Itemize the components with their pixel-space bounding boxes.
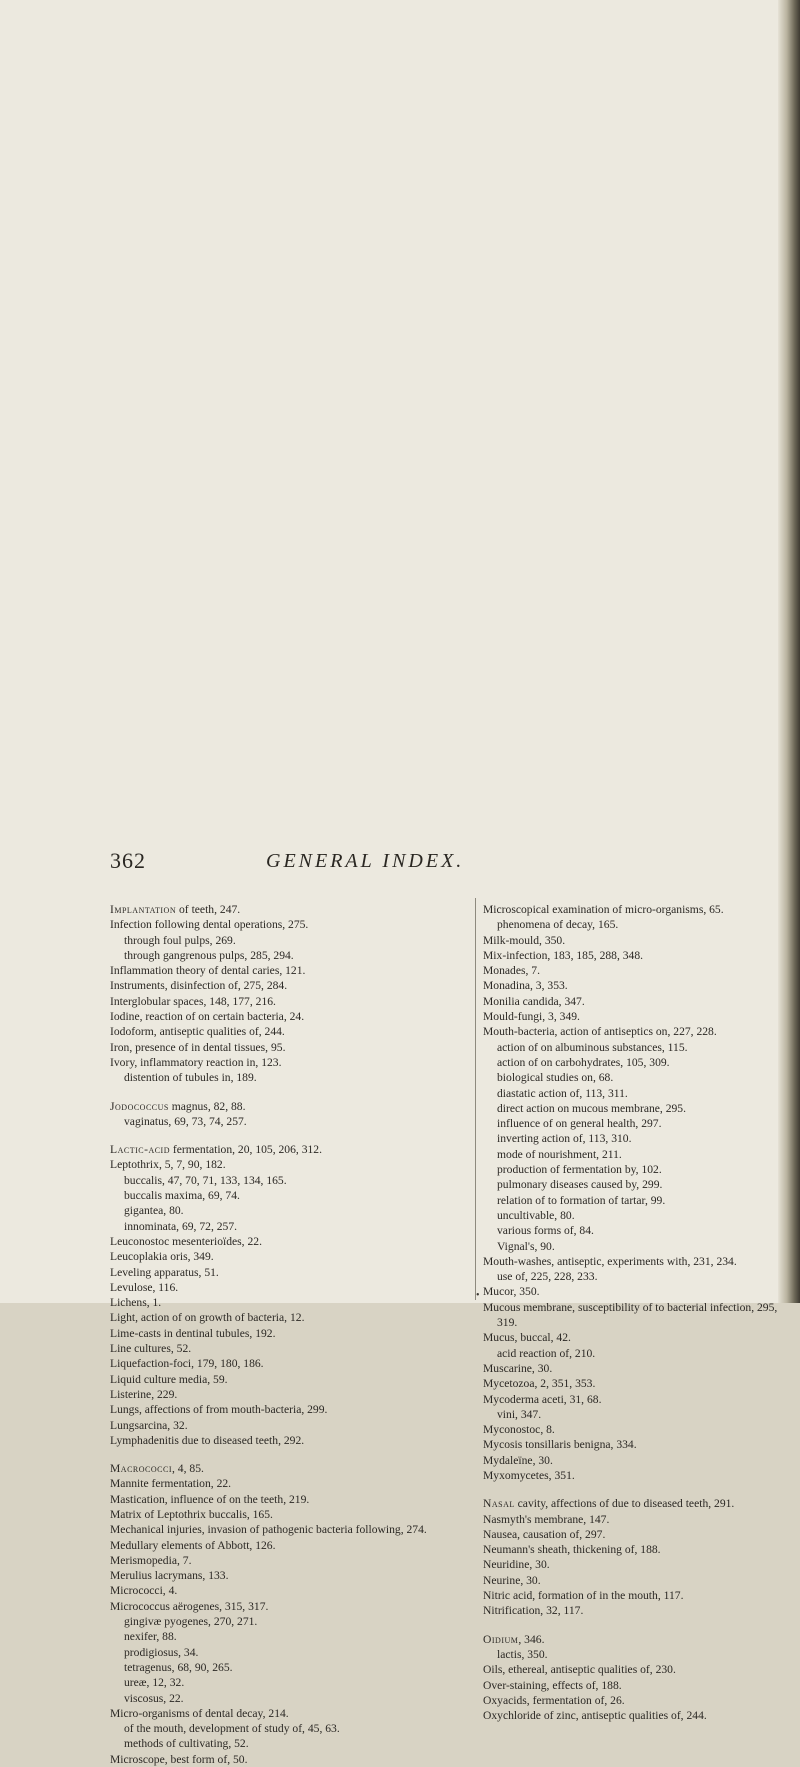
index-entry: [483, 1496, 783, 1511]
index-column-left: [110, 902, 472, 1767]
index-entry: [110, 1157, 472, 1172]
index-entry: [483, 1009, 783, 1024]
index-entry-text: through foul pulps, 269.: [124, 933, 236, 947]
index-entry-text: action of on albuminous substances, 115.: [497, 1040, 688, 1054]
index-entry-text: Mucous membrane, susceptibility of to bacterial infection, 295, 319.: [483, 1300, 778, 1330]
index-entry: [110, 1614, 472, 1629]
index-entry: [110, 1203, 472, 1218]
index-entry: [483, 1116, 783, 1131]
page-number: 362: [110, 848, 146, 873]
index-entry: [110, 1492, 472, 1507]
index-entry: [483, 1162, 783, 1177]
index-entry: [483, 1193, 783, 1208]
index-entry-text: Leuconostoc mesenterioïdes, 22.: [110, 1234, 262, 1248]
index-entry: [483, 1346, 783, 1361]
index-entry-text: Muscarine, 30.: [483, 1361, 553, 1375]
index-entry: [110, 1356, 472, 1371]
index-entry: [110, 1387, 472, 1402]
index-entry: [110, 1070, 472, 1085]
index-entry: [110, 933, 472, 948]
index-entry: [483, 1392, 783, 1407]
index-entry: [483, 1573, 783, 1588]
index-entry-text: vini, 347.: [497, 1407, 542, 1421]
index-entry-text: Mechanical injuries, invasion of pathogenic bacteria following, 274.: [110, 1523, 427, 1537]
index-entry: [483, 1422, 783, 1437]
index-entry-text: innominata, 69, 72, 257.: [124, 1219, 238, 1233]
index-entry-text: Mastication, influence of on the teeth, 219.: [110, 1492, 310, 1506]
index-entry: [483, 1177, 783, 1192]
index-entry-text: Mannite fermentation, 22.: [110, 1477, 232, 1491]
index-entry: [110, 1583, 472, 1598]
index-entry-text: gingivæ pyogenes, 270, 271.: [124, 1615, 258, 1629]
index-entry: [483, 1361, 783, 1376]
index-entry-text: Merulius lacrymans, 133.: [110, 1569, 229, 1583]
index-entry: [483, 1208, 783, 1223]
index-entry-text: Light, action of on growth of bacteria, 12.: [110, 1311, 305, 1325]
index-entry-text: , 346.: [518, 1632, 545, 1646]
index-entry-text: ureæ, 12, 32.: [124, 1676, 185, 1690]
index-entry-text: Listerine, 229.: [110, 1387, 178, 1401]
index-entry-text: Microscope, best form of, 50.: [110, 1752, 248, 1766]
index-column-right: [483, 902, 783, 1723]
index-entry-text: buccalis, 47, 70, 71, 133, 134, 165.: [124, 1173, 287, 1187]
index-entry: [110, 1599, 472, 1614]
index-entry: [110, 1265, 472, 1280]
index-entry-text: Neuridine, 30.: [483, 1558, 550, 1572]
index-entry-text: Lymphadenitis due to diseased teeth, 292.: [110, 1433, 305, 1447]
index-entry-text: Micro-organisms of dental decay, 214.: [110, 1706, 289, 1720]
index-entry-text: direct action on mucous membrane, 295.: [497, 1101, 686, 1115]
index-entry: [110, 978, 472, 993]
index-entry-text: use of, 225, 228, 233.: [497, 1270, 598, 1284]
index-entry: [110, 994, 472, 1009]
index-entry-text: Medullary elements of Abbott, 126.: [110, 1538, 276, 1552]
index-entry: [110, 1507, 472, 1522]
index-entry: [110, 1538, 472, 1553]
index-entry: [110, 1675, 472, 1690]
index-entry: [110, 963, 472, 978]
index-entry: [110, 948, 472, 963]
index-entry: [483, 1588, 783, 1603]
index-entry: [110, 1024, 472, 1039]
index-entry: [110, 1055, 472, 1070]
index-entry: [483, 1300, 783, 1331]
index-entry-text: Monilia candida, 347.: [483, 994, 585, 1008]
index-entry: [483, 902, 783, 917]
page-edge-shadow: [778, 0, 800, 1303]
index-entry-text: Leucoplakia oris, 349.: [110, 1250, 214, 1264]
index-entry: [110, 917, 472, 932]
index-entry-text: Mould-fungi, 3, 349.: [483, 1010, 580, 1024]
index-entry: [110, 1721, 472, 1736]
index-entry: [483, 1437, 783, 1452]
index-entry-lead: Nasal: [483, 1497, 515, 1511]
index-entry: [110, 1629, 472, 1644]
index-entry-text: Leveling apparatus, 51.: [110, 1265, 219, 1279]
index-entry: [110, 1114, 472, 1129]
index-entry: [483, 1376, 783, 1391]
index-entry-text: magnus, 82, 88.: [168, 1099, 246, 1113]
index-entry-text: Mouth-bacteria, action of antiseptics on, 227, 228.: [483, 1025, 717, 1039]
index-entry: [110, 1280, 472, 1295]
index-entry: [483, 1223, 783, 1238]
index-entry-lead: Jodococcus: [110, 1099, 169, 1113]
index-entry-text: through gangrenous pulps, 285, 294.: [124, 948, 294, 962]
index-entry: [483, 1024, 783, 1039]
index-entry: [483, 1040, 783, 1055]
index-entry-text: mode of nourishment, 211.: [497, 1147, 622, 1161]
index-entry: [483, 1693, 783, 1708]
index-entry-text: influence of on general health, 297.: [497, 1117, 662, 1131]
index-entry-text: Instruments, disinfection of, 275, 284.: [110, 979, 288, 993]
index-entry: [483, 1330, 783, 1345]
index-entry: [110, 1461, 472, 1476]
index-entry: [483, 1131, 783, 1146]
index-entry: [110, 1752, 472, 1767]
index-entry-text: Over-staining, effects of, 188.: [483, 1678, 622, 1692]
printer-mark: •: [476, 1290, 480, 1301]
index-entry-text: buccalis maxima, 69, 74.: [124, 1189, 240, 1203]
index-entry-text: inverting action of, 113, 310.: [497, 1132, 632, 1146]
index-entry: [110, 1522, 472, 1537]
index-entry: [110, 1553, 472, 1568]
index-entry: [110, 1173, 472, 1188]
index-entry: [483, 1632, 783, 1647]
index-entry: [110, 1234, 472, 1249]
index-entry: [483, 1407, 783, 1422]
index-entry-text: vaginatus, 69, 73, 74, 257.: [124, 1114, 247, 1128]
index-entry: [483, 1647, 783, 1662]
index-entry-text: Liquid culture media, 59.: [110, 1372, 228, 1386]
index-entry: [483, 933, 783, 948]
index-entry-text: Iodoform, antiseptic qualities of, 244.: [110, 1025, 285, 1039]
index-entry-text: Neumann's sheath, thickening of, 188.: [483, 1543, 661, 1557]
index-entry-text: prodigiosus, 34.: [124, 1645, 199, 1659]
index-entry-text: uncultivable, 80.: [497, 1208, 575, 1222]
index-entry: [110, 1249, 472, 1264]
index-entry-text: Milk-mould, 350.: [483, 933, 566, 947]
index-entry-text: Neurine, 30.: [483, 1573, 541, 1587]
index-entry-text: Nasmyth's membrane, 147.: [483, 1512, 610, 1526]
index-entry: [483, 1542, 783, 1557]
index-entry: [483, 1239, 783, 1254]
index-entry: [110, 1402, 472, 1417]
index-entry: [110, 1645, 472, 1660]
index-entry-text: Leptothrix, 5, 7, 90, 182.: [110, 1158, 226, 1172]
index-entry-text: Mucus, buccal, 42.: [483, 1331, 571, 1345]
index-entry: [483, 1055, 783, 1070]
index-entry: [483, 1101, 783, 1116]
index-entry-text: Liquefaction-foci, 179, 180, 186.: [110, 1357, 264, 1371]
index-entry-text: production of fermentation by, 102.: [497, 1163, 662, 1177]
index-entry: [110, 1476, 472, 1491]
index-entry-lead: Implantation: [110, 903, 177, 916]
index-entry-text: Lichens, 1.: [110, 1296, 162, 1310]
index-entry-text: Monades, 7.: [483, 964, 540, 978]
index-entry-text: Inflammation theory of dental caries, 121.: [110, 964, 306, 978]
index-entry-text: phenomena of decay, 165.: [497, 918, 619, 932]
index-entry: [110, 1188, 472, 1203]
index-entry-text: Mydaleïne, 30.: [483, 1453, 553, 1467]
index-entry-text: Oxychloride of zinc, antiseptic qualities of, 244.: [483, 1709, 707, 1723]
index-entry: [483, 1468, 783, 1483]
index-entry-text: Merismopedia, 7.: [110, 1553, 192, 1567]
index-entry: [110, 902, 472, 917]
index-entry-text: Nitrification, 32, 117.: [483, 1604, 584, 1618]
running-head: GENERAL INDEX.: [266, 850, 465, 872]
index-entry: [110, 1099, 472, 1114]
index-entry-text: relation of to formation of tartar, 99.: [497, 1193, 666, 1207]
index-entry: [483, 963, 783, 978]
index-entry-text: Lungs, affections of from mouth-bacteria, 299.: [110, 1403, 328, 1417]
index-entry-lead: Oidium: [483, 1632, 519, 1646]
index-entry-text: fermentation, 20, 105, 206, 312.: [170, 1143, 322, 1157]
index-entry-text: diastatic action of, 113, 311.: [497, 1086, 628, 1100]
index-entry-text: Infection following dental operations, 275.: [110, 918, 309, 932]
index-entry-text: Myxomycetes, 351.: [483, 1468, 575, 1482]
index-entry: [483, 1254, 783, 1269]
index-entry: [110, 1040, 472, 1055]
index-entry: [483, 948, 783, 963]
index-entry: [483, 1070, 783, 1085]
index-entry-text: Monadina, 3, 353.: [483, 979, 568, 993]
index-entry: [110, 1326, 472, 1341]
index-entry-text: Nitric acid, formation of in the mouth, 117.: [483, 1589, 684, 1603]
index-entry-text: cavity, affections of due to diseased teeth, 291.: [514, 1497, 735, 1511]
index-entry: [110, 1219, 472, 1234]
index-entry-text: of the mouth, development of study of, 45, 63.: [124, 1722, 340, 1736]
index-entry-text: Mycoderma aceti, 31, 68.: [483, 1392, 602, 1406]
index-entry: [110, 1310, 472, 1325]
index-entry-text: Levulose, 116.: [110, 1280, 179, 1294]
index-entry-text: Iodine, reaction of on certain bacteria, 24.: [110, 1010, 305, 1024]
index-entry: [483, 1557, 783, 1572]
index-entry-text: , 4, 85.: [172, 1462, 204, 1476]
index-entry-text: Myconostoc, 8.: [483, 1423, 555, 1437]
index-entry: [483, 1453, 783, 1468]
index-entry-text: Vignal's, 90.: [497, 1239, 555, 1253]
index-entry-text: Interglobular spaces, 148, 177, 216.: [110, 994, 276, 1008]
column-divider: [475, 898, 476, 1300]
index-entry-text: Matrix of Leptothrix buccalis, 165.: [110, 1507, 273, 1521]
index-entry: [483, 1147, 783, 1162]
index-entry: [110, 1568, 472, 1583]
index-entry-text: viscosus, 22.: [124, 1691, 184, 1705]
index-entry: [110, 1660, 472, 1675]
index-entry-text: Micrococcus aërogenes, 315, 317.: [110, 1599, 269, 1613]
index-entry-text: acid reaction of, 210.: [497, 1346, 596, 1360]
index-entry-text: Microscopical examination of micro-organisms, 65.: [483, 903, 724, 916]
index-entry: [483, 1603, 783, 1618]
index-entry: [110, 1418, 472, 1433]
index-entry: [110, 1341, 472, 1356]
index-entry: [110, 1691, 472, 1706]
index-entry: [483, 978, 783, 993]
index-entry: [110, 1736, 472, 1751]
index-entry-text: Ivory, inflammatory reaction in, 123.: [110, 1055, 282, 1069]
index-entry: [483, 1708, 783, 1723]
page-header: [110, 848, 710, 878]
index-entry-lead: Macrococci: [110, 1462, 172, 1476]
index-entry-text: of teeth, 247.: [176, 903, 241, 916]
index-entry-text: various forms of, 84.: [497, 1224, 594, 1238]
index-entry-lead: Lactic-acid: [110, 1143, 170, 1157]
index-entry-text: Lime-casts in dentinal tubules, 192.: [110, 1326, 276, 1340]
index-entry-text: Nausea, causation of, 297.: [483, 1527, 606, 1541]
index-entry-text: Line cultures, 52.: [110, 1342, 192, 1356]
index-entry-text: lactis, 350.: [497, 1647, 548, 1661]
index-entry-text: nexifer, 88.: [124, 1630, 177, 1644]
index-entry: [483, 1527, 783, 1542]
index-entry: [483, 1678, 783, 1693]
index-entry-text: Oils, ethereal, antiseptic qualities of, 230.: [483, 1663, 676, 1677]
index-entry: [110, 1009, 472, 1024]
index-entry-text: biological studies on, 68.: [497, 1071, 614, 1085]
index-entry: [483, 1662, 783, 1677]
index-entry-text: Mix-infection, 183, 185, 288, 348.: [483, 948, 644, 962]
index-entry: [110, 1706, 472, 1721]
index-entry-text: Oxyacids, fermentation of, 26.: [483, 1693, 625, 1707]
index-entry-text: pulmonary diseases caused by, 299.: [497, 1178, 663, 1192]
index-entry: [110, 1372, 472, 1387]
index-entry: [483, 994, 783, 1009]
index-entry: [483, 1086, 783, 1101]
index-entry: [110, 1433, 472, 1448]
index-entry-text: Mouth-washes, antiseptic, experiments with, 231, 234.: [483, 1254, 737, 1268]
index-entry: [483, 1284, 783, 1299]
index-entry-text: Lungsarcina, 32.: [110, 1418, 188, 1432]
index-entry-text: methods of cultivating, 52.: [124, 1737, 249, 1751]
index-entry: [483, 917, 783, 932]
index-entry-text: Micrococci, 4.: [110, 1584, 178, 1598]
index-entry: [483, 1512, 783, 1527]
index-entry: [110, 1142, 472, 1157]
index-entry-text: action of on carbohydrates, 105, 309.: [497, 1055, 670, 1069]
index-entry-text: Mucor, 350.: [483, 1285, 540, 1299]
index-entry-text: Mycosis tonsillaris benigna, 334.: [483, 1438, 637, 1452]
index-entry-text: distention of tubules in, 189.: [124, 1071, 257, 1085]
index-entry-text: Iron, presence of in dental tissues, 95.: [110, 1040, 286, 1054]
index-entry-text: Mycetozoa, 2, 351, 353.: [483, 1377, 596, 1391]
index-entry-text: gigantea, 80.: [124, 1204, 184, 1218]
index-entry-text: tetragenus, 68, 90, 265.: [124, 1660, 233, 1674]
index-entry: [483, 1269, 783, 1284]
